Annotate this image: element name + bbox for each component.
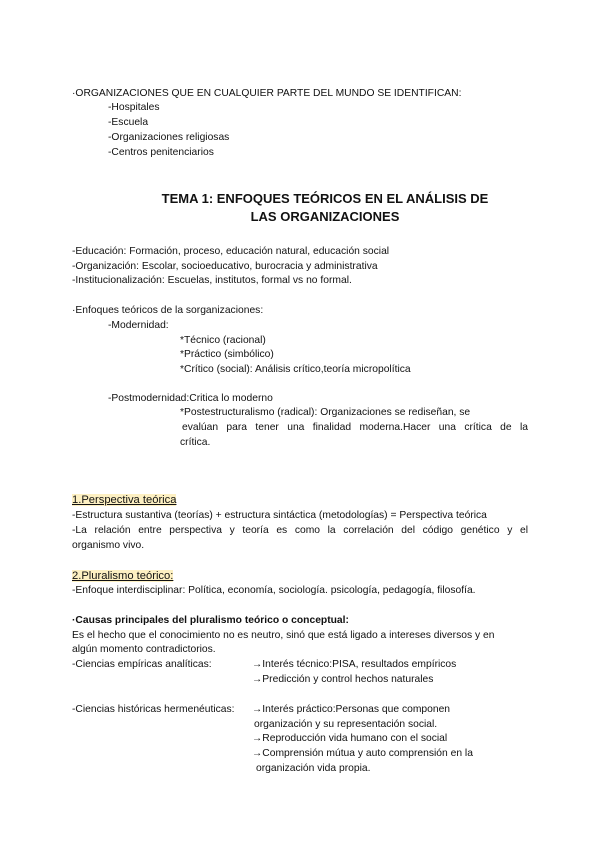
list-item-cont: organización y su representación social. <box>254 719 438 730</box>
postmodernidad-label: -Postmodernidad:Critica lo moderno <box>108 393 273 404</box>
paragraph-line: -La relación entre perspectiva y teoría es como la correlación del código genético y el <box>72 525 528 536</box>
paragraph-line: algún momento contradictorios. <box>72 644 216 655</box>
list-item: -Hospitales <box>108 102 160 113</box>
page-title-line2: LAS ORGANIZACIONES <box>250 209 400 224</box>
definition-line: -Institucionalización: Escuelas, institutos, formal vs no formal. <box>72 275 352 286</box>
list-item: *Técnico (racional) <box>180 335 266 346</box>
section1-heading: 1.Perspectiva teórica <box>72 494 177 506</box>
paragraph-line: -Enfoque interdisciplinar: Política, economía, sociología. psicología, pedagogía, filosofía. <box>72 585 476 596</box>
post-line: evalúan para tener una finalidad moderna.Hacer una crítica de la <box>182 422 528 433</box>
list-item: -Organizaciones religiosas <box>108 132 230 143</box>
enfoques-heading: ·Enfoques teóricos de la sorganizaciones: <box>72 305 264 316</box>
paragraph-line: Es el hecho que el conocimiento no es neutro, sinó que está ligado a intereses diversos y en <box>72 630 495 641</box>
section-heading <box>72 569 173 585</box>
empiricas-label: -Ciencias empíricas analíticas: <box>72 659 212 670</box>
post-line: *Postestructuralismo (radical): Organizaciones se rediseñan, se <box>180 407 471 418</box>
list-item: *Crítico (social): Análisis crítico,teoría micropolítica <box>180 364 411 375</box>
post-line: crítica. <box>180 437 211 448</box>
definition-line: -Organización: Escolar, socioeducativo, burocracia y administrativa <box>72 261 378 272</box>
section2-heading: 2.Pluralismo teórico: <box>72 570 174 582</box>
list-item: -Escuela <box>108 117 149 128</box>
list-item: →Reproducción vida humano con el social <box>252 733 448 744</box>
list-item: *Práctico (simbólico) <box>180 349 274 360</box>
list-item: -Centros penitenciarios <box>108 147 214 158</box>
causas-heading: ·Causas principales del pluralismo teórico o conceptual: <box>72 615 349 626</box>
paragraph-line: -Estructura sustantiva (teorías) + estructura sintáctica (metodologías) = Perspectiva teórica <box>72 510 487 521</box>
list-item: →Interés práctico:Personas que componen <box>252 704 451 715</box>
section-heading <box>72 493 176 509</box>
list-item: →Predicción y control hechos naturales <box>252 674 434 685</box>
list-item-cont: organización vida propia. <box>256 763 371 774</box>
page-title: TEMA 1: ENFOQUES TEÓRICOS EN EL ANÁLISIS DE <box>161 191 489 206</box>
definition-line: -Educación: Formación, proceso, educación natural, educación social <box>72 246 390 257</box>
list-item: →Comprensión mútua y auto comprensión en la <box>252 748 473 759</box>
paragraph-line: organismo vivo. <box>72 540 145 551</box>
modernidad-label: -Modernidad: <box>108 320 169 331</box>
list-item: →Interés técnico:PISA, resultados empíricos <box>252 659 457 670</box>
intro-heading: ·ORGANIZACIONES QUE EN CUALQUIER PARTE DEL MUNDO SE IDENTIFICAN: <box>72 88 462 99</box>
historicas-label: -Ciencias históricas hermenéuticas: <box>72 704 235 715</box>
